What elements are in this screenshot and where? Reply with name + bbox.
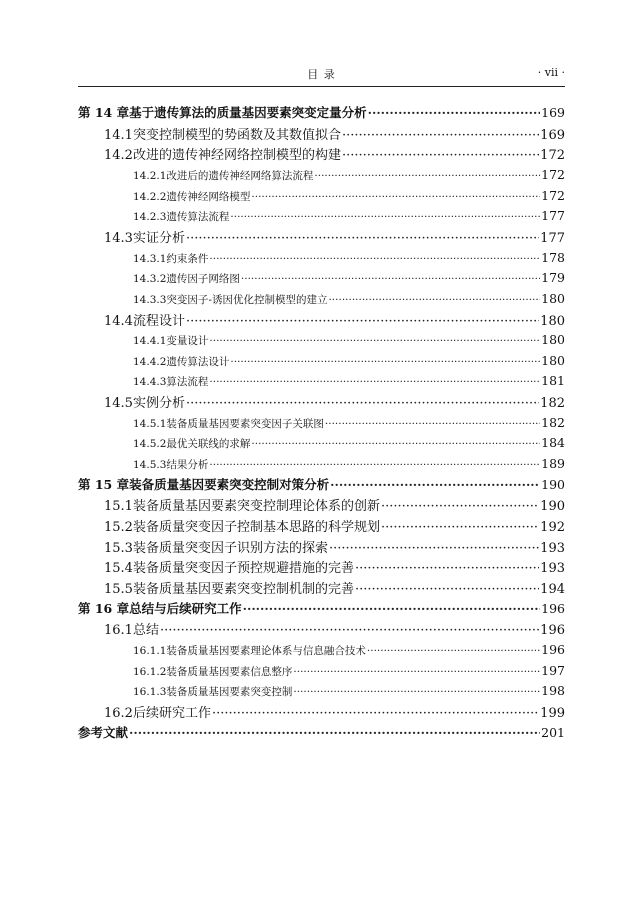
toc-entry-page: 172	[541, 166, 565, 182]
toc-entry-sub[interactable]	[0, 328, 638, 348]
toc-entry-line	[133, 353, 565, 369]
toc-leader-dots	[381, 499, 539, 514]
toc-entry-page: 199	[540, 705, 565, 721]
toc-entry-number: 14.2	[104, 148, 133, 164]
toc-leader-dots	[368, 105, 541, 120]
toc-entry-number: 16.1.3	[133, 686, 167, 699]
toc-entry-line	[104, 557, 565, 576]
toc-entry-page: 172	[541, 187, 565, 203]
toc-entry-title: 约束条件	[166, 252, 209, 265]
toc-entry-number: 14.5.2	[133, 438, 167, 451]
toc-entry-number: 14.3.2	[133, 273, 167, 286]
toc-entry-number: 15.1	[104, 499, 133, 515]
toc-entry-sub[interactable]	[0, 266, 638, 286]
toc-entry-title: 总结与后续研究工作	[129, 600, 242, 616]
toc-entry-sub[interactable]	[0, 163, 638, 183]
toc-entry-page: 190	[541, 476, 565, 492]
toc-leader-dots	[186, 231, 539, 246]
toc-leader-dots	[325, 418, 540, 430]
toc-entry-line	[133, 291, 565, 307]
toc-entry-number: 14.3	[104, 230, 133, 246]
toc-entry-sub[interactable]	[0, 349, 638, 369]
toc-entry-section[interactable]	[0, 514, 638, 534]
toc-entry-section[interactable]	[0, 225, 638, 245]
toc-leader-dots	[342, 128, 539, 143]
header-page-number: · vii ·	[537, 66, 565, 79]
toc-entry-number: 14.2.1	[133, 169, 167, 182]
toc-entry-line	[133, 642, 565, 658]
toc-entry-chapter[interactable]	[0, 597, 638, 617]
toc-entry-ref[interactable]	[0, 721, 638, 741]
toc-entry-title: 遗传算法流程	[166, 211, 230, 224]
toc-entry-title: 装备质量基因要素信息整序	[166, 665, 293, 678]
toc-entry-sub[interactable]	[0, 411, 638, 431]
toc-entry-number: 14.3.1	[133, 252, 167, 265]
toc-entry-sub[interactable]	[0, 431, 638, 451]
toc-entry-number: 14.5	[104, 396, 133, 412]
toc-entry-section[interactable]	[0, 576, 638, 596]
toc-entry-line	[133, 167, 565, 183]
toc-entry-line	[104, 537, 565, 556]
toc-entry-title: 变量设计	[166, 335, 209, 348]
toc-entry-page: 190	[540, 499, 565, 515]
toc-entry-title: 实例分析	[132, 396, 185, 412]
header-title: 目 录	[307, 68, 336, 81]
toc-leader-dots	[186, 314, 539, 329]
toc-entry-sub[interactable]	[0, 659, 638, 679]
toc-entry-page: 169	[540, 127, 565, 143]
toc-entry-line	[104, 144, 565, 163]
toc-entry-section[interactable]	[0, 390, 638, 410]
toc-leader-dots	[243, 601, 541, 616]
toc-leader-dots	[355, 582, 539, 597]
toc-leader-dots	[328, 294, 540, 306]
toc-entry-page: 180	[541, 290, 565, 306]
toc-entry-title: 结果分析	[166, 459, 209, 472]
toc-entry-line	[78, 723, 565, 741]
toc-entry-number: 15.2	[104, 520, 133, 535]
toc-leader-dots	[129, 725, 540, 740]
toc-entry-page: 177	[541, 208, 565, 224]
toc-entry-line	[133, 332, 565, 348]
toc-entry-section[interactable]	[0, 617, 638, 637]
toc-leader-dots	[293, 666, 540, 678]
toc-entry-title: 参考文献	[78, 724, 129, 740]
toc-entry-line	[133, 188, 565, 204]
toc-leader-dots	[209, 335, 540, 347]
toc-entry-sub[interactable]	[0, 369, 638, 389]
toc-entry-title: 最优关联线的求解	[166, 438, 251, 451]
toc-entry-page: 196	[541, 641, 565, 657]
toc-entry-line	[104, 516, 565, 535]
toc-entry-number: 14.3.3	[133, 293, 167, 306]
toc-entry-title: 实证分析	[132, 230, 185, 246]
toc-entry-line	[104, 124, 565, 143]
toc-entry-sub[interactable]	[0, 679, 638, 699]
toc-entry-page: 182	[541, 414, 565, 430]
toc-entry-line	[78, 599, 565, 617]
toc-leader-dots	[251, 438, 540, 450]
toc-entry-number: 16.1.1	[133, 644, 167, 657]
toc-entry-line	[104, 578, 565, 597]
toc-entry-line	[78, 103, 565, 121]
toc-leader-dots	[209, 376, 540, 388]
toc-entry-sub[interactable]	[0, 246, 638, 266]
toc-entry-title: 装备质量基因要素突变控制机制的完善	[132, 581, 354, 597]
toc-entry-line	[133, 456, 565, 472]
toc-entry-section[interactable]	[0, 493, 638, 513]
toc-leader-dots	[209, 253, 540, 265]
toc-leader-dots	[241, 273, 540, 285]
toc-entry-section[interactable]	[0, 142, 638, 162]
toc-entry-number: 14.4.2	[133, 355, 167, 368]
toc-entry-title: 装备质量基因要素突变控制对策分析	[129, 476, 330, 492]
toc-leader-dots	[314, 170, 540, 182]
toc-entry-section[interactable]	[0, 308, 638, 328]
toc-entry-number: 16.1.2	[133, 665, 167, 678]
toc-entry-line	[104, 702, 565, 721]
toc-entry-page: 196	[540, 623, 565, 639]
toc-entry-page: 179	[541, 270, 565, 286]
toc-entry-number: 第 15 章	[78, 476, 130, 492]
toc-entry-number: 15.5	[104, 581, 133, 597]
toc-entry-title: 遗传算法设计	[166, 355, 230, 368]
toc-entry-page: 184	[541, 435, 565, 451]
toc-entry-section[interactable]	[0, 122, 638, 142]
toc-entry-number: 第 14 章	[78, 105, 130, 120]
toc-entry-title: 遗传因子网络图	[166, 273, 240, 286]
toc-entry-sub[interactable]	[0, 204, 638, 224]
toc-entry-title: 遗传神经网络模型	[166, 190, 251, 203]
toc-entry-title: 改进后的遗传神经网络算法流程	[166, 169, 314, 182]
toc-entry-title: 后续研究工作	[132, 705, 211, 721]
toc-entry-number: 14.1	[104, 127, 133, 143]
toc-entry-line	[133, 250, 565, 266]
toc-leader-dots	[209, 459, 540, 471]
toc-entry-line	[133, 208, 565, 224]
toc-leader-dots	[329, 541, 539, 556]
toc-entry-page: 180	[541, 352, 565, 368]
toc-entry-page: 178	[541, 249, 565, 265]
toc-leader-dots	[186, 396, 539, 411]
toc-entry-title: 装备质量突变因子预控规避措施的完善	[132, 561, 354, 577]
toc-entry-page: 201	[541, 724, 565, 740]
toc-entry-number: 14.4	[104, 313, 133, 329]
toc-leader-dots	[342, 148, 539, 163]
toc-entry-title: 算法流程	[166, 376, 209, 389]
toc-entry-line	[104, 619, 565, 638]
toc-leader-dots	[330, 477, 540, 492]
toc-entry-sub[interactable]	[0, 287, 638, 307]
toc-entry-page: 177	[540, 230, 565, 246]
toc-entry-line	[78, 475, 565, 493]
toc-entry-title: 改进的遗传神经网络控制模型的构建	[132, 148, 341, 164]
toc-entry-sub[interactable]	[0, 638, 638, 658]
toc-entry-page: 181	[541, 373, 565, 389]
toc-leader-dots	[212, 706, 539, 721]
toc-entry-page: 193	[540, 540, 565, 556]
toc-leader-dots	[355, 561, 539, 576]
toc-entry-number: 14.2.3	[133, 211, 167, 224]
toc-entry-section[interactable]	[0, 700, 638, 720]
toc-entry-title: 装备质量突变因子识别方法的探索	[132, 540, 328, 556]
toc-entry-line	[104, 310, 565, 329]
toc-entry-page: 189	[541, 456, 565, 472]
toc-entry-number: 第 16 章	[78, 600, 130, 616]
toc-entry-number: 15.4	[104, 561, 133, 577]
toc-entry-number: 14.4.3	[133, 376, 167, 389]
toc-entry-line	[133, 270, 565, 286]
running-header	[78, 66, 565, 87]
toc-entry-line	[104, 227, 565, 246]
toc-entry-number: 14.5.1	[133, 417, 167, 430]
toc-entry-page: 192	[540, 520, 565, 535]
toc-entry-line	[133, 683, 565, 699]
toc-entry-title: 装备质量基因要素突变因子关联图	[166, 417, 324, 430]
toc-entry-title: 流程设计	[132, 313, 185, 329]
toc-entry-title: 突变控制模型的势函数及其数值拟合	[132, 127, 341, 143]
toc-entry-title: 突变因子-诱因优化控制模型的建立	[166, 293, 328, 306]
toc-entry-title: 装备质量基因要素理论体系与信息融合技术	[166, 644, 366, 657]
toc-entry-line	[133, 663, 565, 679]
toc-entry-page: 194	[540, 581, 565, 597]
toc-entry-number: 16.1	[104, 623, 133, 639]
toc-entry-title: 装备质量基因要素突变控制理论体系的创新	[132, 499, 380, 515]
toc-entry-page: 180	[540, 313, 565, 329]
toc-leader-dots	[367, 645, 540, 657]
toc-entry-page: 169	[541, 105, 565, 120]
toc-entry-number: 15.3	[104, 540, 133, 556]
toc-entry-sub[interactable]	[0, 452, 638, 472]
toc-entry-title: 装备质量基因要素突变控制	[166, 686, 293, 699]
toc-entry-section[interactable]	[0, 535, 638, 555]
toc-entry-page: 193	[540, 561, 565, 577]
toc-leader-dots	[381, 520, 539, 535]
toc-entry-page: 196	[541, 600, 565, 616]
toc-entry-page: 182	[540, 396, 565, 412]
toc-entry-sub[interactable]	[0, 184, 638, 204]
toc-leader-dots	[230, 356, 540, 368]
toc-entry-title: 基于遗传算法的质量基因要素突变定量分析	[129, 105, 367, 120]
toc-entry-page: 198	[541, 683, 565, 699]
toc-leader-dots	[160, 623, 539, 638]
toc-leader-dots	[251, 191, 540, 203]
toc-entry-line	[104, 495, 565, 514]
toc-entry-title: 装备质量突变因子控制基本思路的科学规划	[132, 520, 380, 535]
toc-leader-dots	[230, 211, 540, 223]
toc-entry-chapter[interactable]	[0, 101, 638, 121]
toc-entry-title: 总结	[132, 623, 159, 639]
toc-entry-number: 16.2	[104, 705, 133, 721]
toc-entry-section[interactable]	[0, 555, 638, 575]
toc-entry-page: 172	[540, 148, 565, 164]
toc-entry-line	[133, 415, 565, 431]
toc-entry-page: 180	[541, 332, 565, 348]
toc-entry-number: 14.2.2	[133, 190, 167, 203]
toc-entry-line	[133, 435, 565, 451]
toc-entry-line	[104, 392, 565, 411]
toc-entry-number: 14.4.1	[133, 335, 167, 348]
toc-entry-chapter[interactable]	[0, 473, 638, 493]
toc-entry-number: 14.5.3	[133, 459, 167, 472]
toc-leader-dots	[293, 686, 540, 698]
toc-entry-line	[133, 373, 565, 389]
toc-entry-page: 197	[541, 662, 565, 678]
